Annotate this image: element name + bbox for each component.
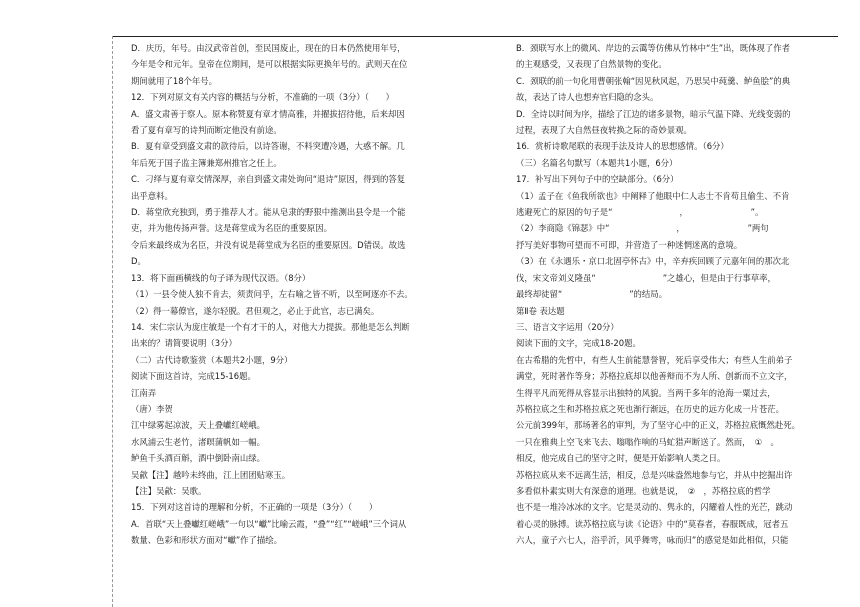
- left-column-line: D．庆历，年号。由汉武帝首创，至民国废止，现在的日本仍然使用年号，: [131, 43, 406, 53]
- left-column-line: D．蒋堂欣充独到，勇于推荐人才。能从皂隶的野狠中推测出县令是一个能: [131, 207, 406, 218]
- left-column-line: 吏，并为他传扬声誉。这是蒋堂成为名臣的重要原因。: [131, 223, 332, 234]
- right-column-line: 一只在雅典上空飞来飞去、嗡嗡作响的马虻猎声断送了。然而， ① 。: [516, 436, 779, 447]
- left-column-line: （二）古代诗歌鉴赏（本题共2小题，9分）: [131, 354, 293, 365]
- right-column-line: 生得平凡而死得从容显示出独特的风貌。当两千多年的沧海一粟过去，: [516, 387, 776, 398]
- right-column-line: 故，表达了诗人也想弃官归隐的念头。: [516, 92, 659, 103]
- right-column-line: 的主观感受，又表现了自然景物的变化。: [516, 59, 667, 70]
- right-column-line: 抒写美好事物可望而不可即，并营造了一种迷惘迷离的意境。: [516, 239, 743, 250]
- right-column-line: 也不是一堆冷冰冰的文字。它是灵动的、隽永的，闪耀着人性的光芒，跳动: [516, 502, 793, 513]
- left-column-line: B．夏有章受到盛文肃的款待后，以诗答谢，不料突遭冷遇，大惑不解。几: [131, 141, 405, 152]
- left-column-line: （2）得一幕僚官，遂尔轻脱。君但观之，必止于此官，志已满矣。: [131, 305, 380, 316]
- right-column-line: B．颈联写水上的微风、岸边的云霭等仿佛从竹林中“生”出，既体现了作者: [516, 43, 791, 53]
- right-column-line: （3）在《永遇乐・京口北固亭怀古》中，辛弃疾回顾了元嘉年间的那次北: [516, 256, 790, 267]
- left-column-line: 出来的？请简要说明（3分）: [131, 338, 237, 349]
- right-column-line: 满堂，死时著作等身；苏格拉底却以他善辩而不为人所、创新而不立文字，: [516, 371, 793, 382]
- right-column-line: （2）李商隐《锦瑟》中“ ， ”两句: [516, 223, 769, 234]
- left-column-line: 13．将下面画横线的句子译为现代汉语。（8分）: [131, 272, 311, 283]
- left-column-line: A．盛文肃善于察人。原本称赞夏有章才情高雅，并擢拔招待他，后来却因: [131, 108, 405, 119]
- right-column-line: 阅读下面的文字，完成18-20题。: [516, 338, 641, 349]
- right-column-line: 六人，童子六七人，浴乎沂，风乎舞雩，咏而归”的感觉是如此相似，只能: [516, 535, 789, 546]
- left-column-line: 江南弄: [131, 387, 157, 398]
- right-column-line: 在古希腊的先哲中，有些人生前能慧誉智，死后享受伟大；有些人生前弟子: [516, 354, 793, 365]
- left-column: [131, 40, 483, 549]
- right-column-line: C．颈联的前一句化用曹朝张翰“因见秋风起，乃思吴中莼羹、鲈鱼脍”的典: [516, 75, 791, 86]
- binding-line: [112, 36, 113, 607]
- right-column-line: 16．赏析诗歌尾联的表现手法及诗人的思想感情。（6分）: [516, 141, 729, 152]
- left-column-line: 今年是令和元年。皇帝在位期间，是可以根据实际更换年号的。武则天在位: [131, 59, 408, 70]
- left-column-line: 江中绿雾起凉波，天上叠巘红嵯峨。: [131, 420, 265, 431]
- left-column-line: 水风浦云生老竹，渚暝蒲帆如一幅。: [131, 436, 265, 447]
- left-column-line: 15．下列对这首诗的理解和分析，不正确的一项是（3分）（ ）: [131, 502, 378, 513]
- right-column-line: 多看似朴素实则大有深意的道理。也就是说， ② ，苏格拉底的哲学: [516, 485, 771, 496]
- left-column-line: 鲈鱼千头酒百斛，酒中倒卧南山绿。: [131, 453, 265, 464]
- top-rule: [112, 36, 838, 37]
- left-column-line: 数量、色彩和形状方面对“巘”作了描绘。: [131, 535, 283, 546]
- right-column-line: （三）名篇名句默写（本题共1小题，6分）: [516, 157, 678, 168]
- left-column-line: 阅读下面这首诗，完成15-16题。: [131, 371, 256, 382]
- right-column-line: 最终却徒留“ ”的结局。: [516, 289, 668, 300]
- right-column-line: 过程，表现了大自然昼夜转换之际的奇妙景观。: [516, 125, 692, 136]
- right-column-line: 公元前399年，那场著名的审判，为了坚守心中的正义，苏格拉底慨然赴死。: [516, 420, 800, 431]
- right-column-line: 17．补写出下列句子中的空缺部分。（6分）: [516, 174, 679, 185]
- left-column-line: 出乎意料。: [131, 190, 173, 201]
- left-column-line: （1）一县令使人独不肯去，须责问乎，左右喻之皆不听，以至呵逐亦不去。: [131, 289, 413, 300]
- left-column-line: 年后死于国子监主簿兼郑州推官之任上。: [131, 157, 282, 168]
- right-column-line: 逃避死亡的原因的句子是“ ， ”。: [516, 207, 764, 218]
- right-column-line: 三、语言文字运用（20分）: [516, 321, 619, 332]
- left-column-line: A．首联“天上叠巘红嵯峨”一句以“巘”比喻云霞，“叠”“红”“嵯峨”三个词从: [131, 518, 407, 529]
- left-column-line: 吴歈【注】越吟未终曲，江上团团贴寒玉。: [131, 469, 291, 480]
- right-column-line: 着心灵的脉搏。读苏格拉底与读《论语》中的“莫春者，春服既成，冠者五: [516, 518, 789, 529]
- right-column-line: 伐，宋文帝刘义隆虽“ ”之雄心，但是由于行事草率，: [516, 272, 776, 283]
- right-column-line: 第Ⅱ卷 表达题: [516, 305, 565, 316]
- right-column: [516, 40, 836, 549]
- left-column-line: 【注】吴歈：吴歌。: [131, 485, 207, 496]
- left-column-line: 令后来最终成为名臣，并没有说是蒋堂成为名臣的重要原因。D错误。故选: [131, 239, 406, 250]
- left-column-line: D。: [131, 256, 146, 267]
- left-column-line: 期间就用了18个年号。: [131, 75, 218, 86]
- right-column-line: （1）孟子在《鱼我所欲也》中阐释了他眼中仁人志士不肯苟且偷生、不肯: [516, 190, 790, 201]
- right-column-line: D．全诗以时间为序，描绘了江边的诸多景物，暗示气温下降、光线变弱的: [516, 108, 791, 119]
- right-column-line: 相反，他完成自己的坚守之时，便是开始影响人类之日。: [516, 453, 726, 464]
- left-column-line: C．刁绎与夏有章交情深厚，亲自到盛文肃处询问“退诗”原因，得到的答复: [131, 174, 406, 185]
- left-column-line: （唐）李贺: [131, 403, 173, 414]
- right-column-line: 苏格拉底从来不远离生活，相反，总是兴味盎然地参与它，并从中挖掘出许: [516, 469, 793, 480]
- left-column-line: 看了夏有章写的诗判而断定他没有前途。: [131, 125, 282, 136]
- left-column-line: 14．宋仁宗认为庞庄敏是一个有才干的人，对他大力提拔。那他是怎么判断: [131, 321, 410, 332]
- left-column-line: 12．下列对原文有关内容的概括与分析，不准确的一项（3分）（ ）: [131, 92, 395, 103]
- right-column-line: 苏格拉底之生和苏格拉底之死也渐行渐远，在历史的远方化成一片苍茫。: [516, 403, 784, 414]
